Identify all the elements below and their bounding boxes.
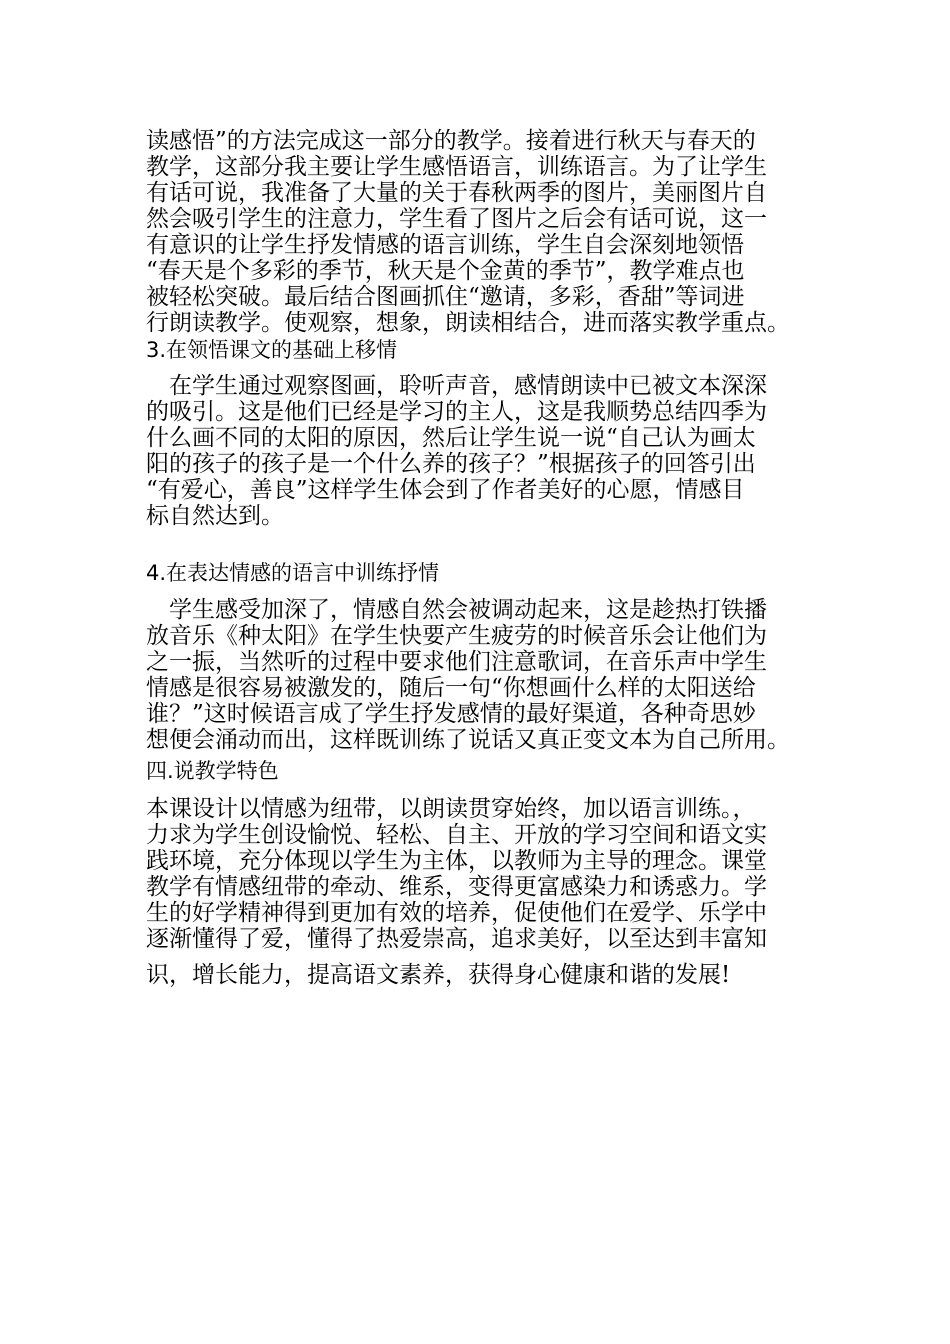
text-line: 行朗读教学。使观察，想象，朗读相结合，进而落实教学重点。 <box>146 310 790 336</box>
text-line: 阳的孩子的孩子是一个什么养的孩子？”根据孩子的回答引出 <box>146 451 756 477</box>
text-line: 识，增长能力，提高语文素养，获得身心健康和谐的发展! <box>146 962 731 988</box>
text-line: 的吸引。这是他们已经是学习的主人，这是我顺势总结四季为 <box>146 399 767 425</box>
text-line: 读感悟”的方法完成这一部分的教学。接着进行秋天与春天的 <box>146 128 756 154</box>
paragraph-reading-method <box>146 128 816 336</box>
section-heading-3: 3.在领悟课文的基础上移情 <box>146 338 398 362</box>
text-line: 标自然达到。 <box>146 503 284 529</box>
paragraph-expression <box>146 597 816 753</box>
text-line: “春天是个多彩的季节，秋天是个金黄的季节”，教学难点也 <box>146 258 745 284</box>
text-line: 教学有情感纽带的牵动、维系，变得更富感染力和诱惑力。学 <box>146 874 767 900</box>
text-line: 践环境，充分体现以学生为主体，以教师为主导的理念。课堂 <box>146 848 767 874</box>
text-line: 生的好学精神得到更加有效的培养，促使他们在爱学、乐学中 <box>146 900 767 926</box>
text-line: 想便会涌动而出，这样既训练了说话又真正变文本为自己所用。 <box>146 727 790 753</box>
text-line: 谁？”这时候语言成了学生抒发感情的最好渠道，各种奇思妙 <box>146 701 756 727</box>
text-line: 有话可说，我准备了大量的关于春秋两季的图片，美丽图片自 <box>146 180 767 206</box>
text-line: 有意识的让学生抒发情感的语言训练，学生自会深刻地领悟 <box>146 232 744 258</box>
text-line: 之一振，当然听的过程中要求他们注意歌词，在音乐声中学生 <box>146 649 767 675</box>
text-line: 学生感受加深了，情感自然会被调动起来，这是趁热打铁播 <box>146 597 767 623</box>
text-line: 力求为学生创设愉悦、轻松、自主、开放的学习空间和语文实 <box>146 822 767 848</box>
paragraph-empathy <box>146 373 816 529</box>
text-line: 逐渐懂得了爱，懂得了热爱崇高，追求美好，以至达到丰富知 <box>146 926 767 952</box>
text-line: 然会吸引学生的注意力，学生看了图片之后会有话可说，这一 <box>146 206 767 232</box>
text-line: 本课设计以情感为纽带，以朗读贯穿始终，加以语言训练。， <box>146 796 756 822</box>
paragraph-features <box>146 796 816 988</box>
text-line: 什么画不同的太阳的原因，然后让学生说一说“自己认为画太 <box>146 425 756 451</box>
text-line: 在学生通过观察图画，聆听声音，感情朗读中已被文本深深 <box>146 373 767 399</box>
text-line: “有爱心，善良”这样学生体会到了作者美好的心愿，情感目 <box>146 477 745 503</box>
text-line: 教学，这部分我主要让学生感悟语言，训练语言。为了让学生 <box>146 154 767 180</box>
section-heading-features: 四.说教学特色 <box>146 759 279 783</box>
section-heading-4: 4.在表达情感的语言中训练抒情 <box>146 561 440 585</box>
text-line: 放音乐《种太阳》在学生快要产生疲劳的时候音乐会让他们为 <box>146 623 767 649</box>
text-line: 情感是很容易被激发的，随后一句“你想画什么样的太阳送给 <box>146 675 756 701</box>
text-line: 被轻松突破。最后结合图画抓住“邀请，多彩，香甜”等词进 <box>146 284 745 310</box>
